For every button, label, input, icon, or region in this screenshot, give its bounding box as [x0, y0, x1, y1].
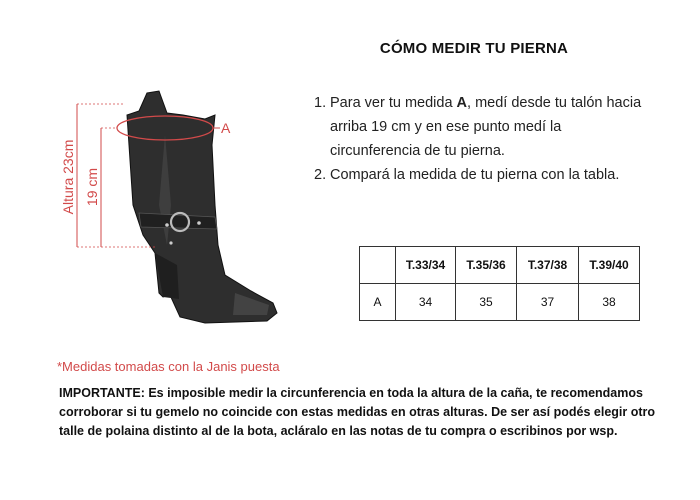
page-title: CÓMO MEDIR TU PIERNA	[379, 40, 569, 57]
point-a-label: A	[221, 120, 231, 136]
important-notice: IMPORTANTE: Es imposible medir la circunferencia en toda la altura de la caña, te recomendamos corroborar si tu gemelo no coincide con estas medidas en otras alturas. De ser así podés elegir otro talle de polaina distinto al de la bota, acláralo en las notas de tu compra o escribinos por wsp.	[59, 386, 656, 438]
height-total-label: Altura 23cm	[60, 139, 76, 215]
table-header-cell: T.35/36	[456, 247, 517, 284]
step-number: 2.	[314, 167, 327, 183]
instruction-step-2	[314, 163, 644, 187]
step-text-post: , medí desde tu talón hacia arriba 19 cm y en ese punto medí la circunferencia de tu pierna.	[330, 95, 642, 159]
size-table	[359, 246, 640, 321]
height-measure-label: 19 cm	[84, 167, 100, 207]
table-cell: 35	[456, 284, 517, 321]
table-header-row	[360, 247, 640, 284]
instruction-step-1	[314, 91, 644, 163]
table-cell: 38	[579, 284, 640, 321]
step-number: 1.	[314, 95, 327, 111]
step-text-pre: Para ver tu medida	[330, 95, 457, 111]
step-text-bold: A	[456, 95, 468, 111]
table-cell: 37	[517, 284, 579, 321]
boot-diagram	[55, 85, 295, 330]
table-row	[360, 284, 640, 321]
table-header-cell: T.37/38	[517, 247, 579, 284]
table-header-cell: T.39/40	[579, 247, 640, 284]
instructions-list	[314, 91, 644, 187]
table-cell: A	[360, 284, 396, 321]
table-header-cell	[360, 247, 396, 284]
table-header-cell: T.33/34	[396, 247, 456, 284]
table-cell: 34	[396, 284, 456, 321]
step-text: Compará la medida de tu pierna con la tabla.	[330, 167, 620, 183]
boot-illustration	[127, 91, 277, 323]
measurement-note: *Medidas tomadas con la Janis puesta	[57, 359, 280, 374]
